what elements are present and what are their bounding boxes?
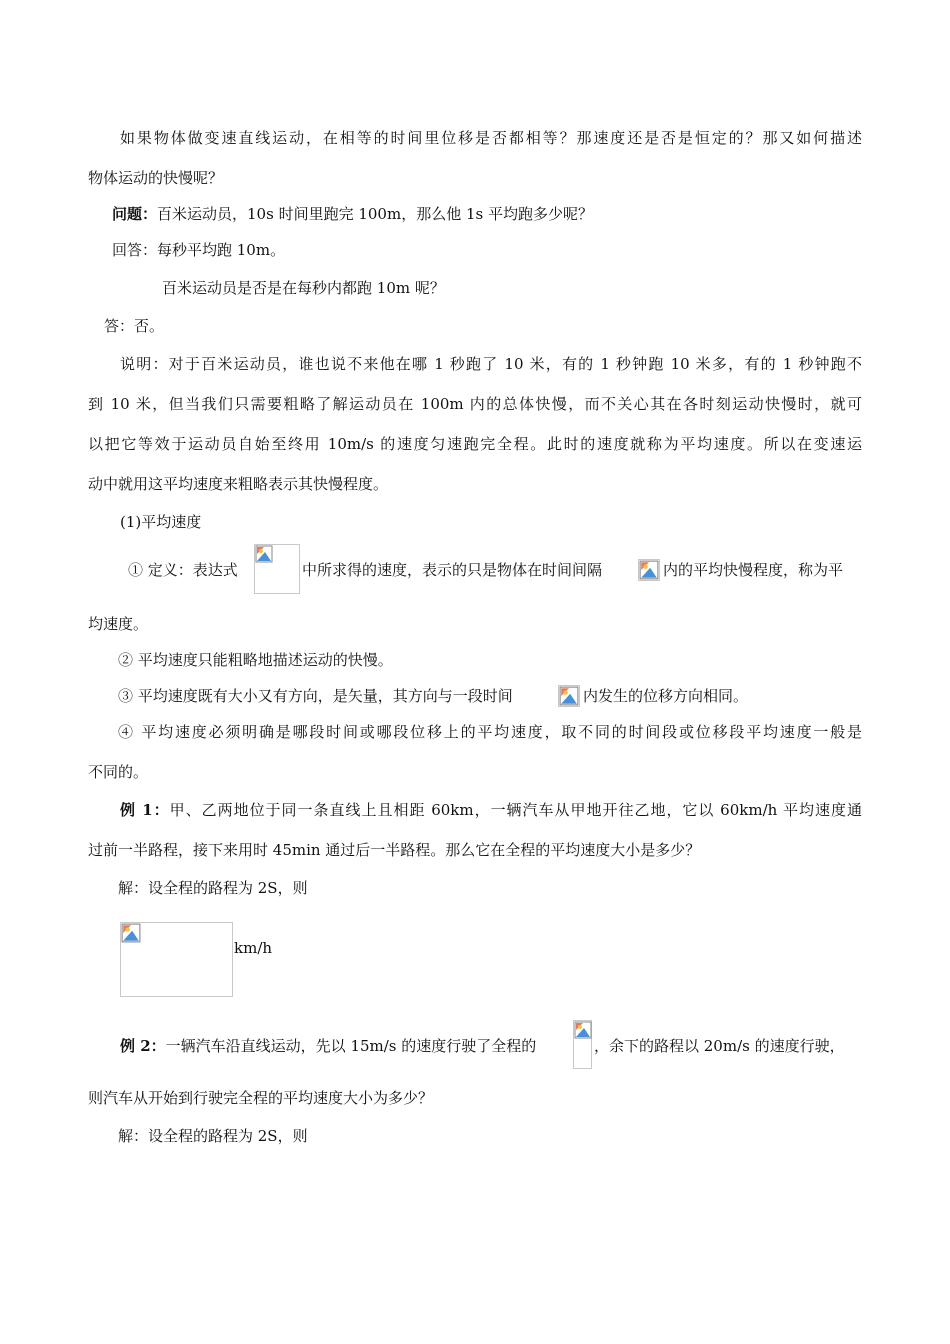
definition-line-1c: 内的平均快慢程度，称为平	[663, 561, 844, 579]
point-4-line-2: 不同的。	[88, 763, 149, 781]
note-line-4: 动中就用这平均速度来粗略表示其快慢程度。	[88, 475, 389, 493]
formula-image-icon	[254, 544, 300, 594]
point-3a: ③ 平均速度既有大小又有方向，是矢量，其方向与一段时间	[118, 687, 513, 705]
solution-1-formula-image	[120, 922, 233, 997]
example-1-line-2: 过前一半路程，接下来用时 45min 通过后一半路程。那么它在全程的平均速度大小是多少？	[88, 841, 701, 859]
question	[112, 204, 593, 224]
question-label: 问题：	[112, 205, 158, 223]
point-3b: 内发生的位移方向相同。	[583, 687, 749, 705]
section-heading: (1)平均速度	[120, 513, 202, 531]
definition-line-1b: 中所求得的速度，表示的只是物体在时间间隔	[302, 561, 603, 579]
broken-image-icon	[255, 545, 273, 563]
example-1-solution: 解：设全程的路程为 2S，则	[118, 879, 308, 897]
delta-t-image-icon	[638, 559, 660, 581]
broken-image-icon	[639, 560, 659, 580]
solution-1-unit: km/h	[234, 939, 273, 957]
answer-2: 答：否。	[104, 317, 165, 335]
example-2-solution: 解：设全程的路程为 2S，则	[118, 1127, 308, 1145]
note-line-1: 说明：对于百米运动员，谁也说不来他在哪 1 秒跑了 10 米，有的 1 秒钟跑 10 米多，有的 1 秒钟跑不	[120, 355, 862, 373]
definition-line-2: 均速度。	[88, 615, 149, 633]
example-2-line-1a: 例 2：一辆汽车沿直线运动，先以 15m/s 的速度行驶了全程的	[120, 1037, 537, 1055]
example-2-line-1b: ，余下的路程以 20m/s 的速度行驶，	[594, 1037, 845, 1055]
point-2: ② 平均速度只能粗略地描述运动的快慢。	[118, 651, 393, 669]
example-2-line-2: 则汽车从开始到行驶完全程的平均速度大小为多少？	[88, 1089, 434, 1107]
point-4-line-1: ④ 平均速度必须明确是哪段时间或哪段位移上的平均速度，取不同的时间段或位移段平均速度一般是	[118, 723, 862, 741]
fraction-image	[573, 1020, 592, 1069]
question-text: 百米运动员，10s 时间里跑完 100m，那么他 1s 平均跑多少呢？	[157, 205, 593, 223]
example-1-label: 例 1：	[120, 801, 170, 819]
broken-image-icon	[559, 686, 579, 706]
example-1-line-1: 例 1：甲、乙两地位于同一条直线上且相距 60km，一辆汽车从甲地开往乙地，它以 60km/h 平均速度通	[120, 801, 862, 819]
delta-t-image-icon-2	[558, 685, 580, 707]
answer: 回答：每秒平均跑 10m。	[112, 241, 286, 259]
broken-image-icon	[574, 1021, 592, 1039]
note-line-2: 到 10 米，但当我们只需要粗略了解运动员在 100m 内的总体快慢，而不关心其在各时刻运动快慢时，就可	[88, 395, 862, 413]
intro-line-1: 如果物体做变速直线运动，在相等的时间里位移是否都相等？那速度还是否是恒定的？那又如何描述	[120, 129, 862, 147]
broken-image-icon	[121, 923, 141, 943]
intro-line-2: 物体运动的快慢呢？	[88, 169, 224, 187]
note-line-3: 以把它等效于运动员自始至终用 10m/s 的速度匀速跑完全程。此时的速度就称为平均速度。所以在变速运	[88, 435, 862, 453]
question-2: 百米运动员是否是在每秒内都跑 10m 呢？	[162, 279, 445, 297]
definition-line-1: ① 定义：表达式	[128, 561, 238, 579]
example-2-label: 例 2：	[120, 1037, 166, 1055]
